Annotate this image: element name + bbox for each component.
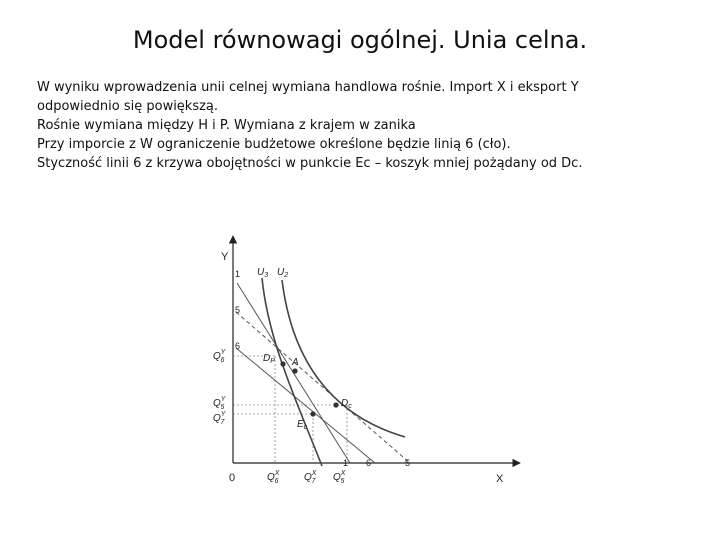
x-tick-q6: $Q^X$ 6 [267,470,280,485]
budget-line-5 [236,312,410,463]
budget-line-6 [236,348,375,463]
y-tick-q6: $Q^Y$ 6 [213,349,226,364]
paragraph-2: odpowiednio się powiększą. [37,99,219,114]
paragraph-4: Przy imporcie z W ograniczenie budżetowe określone będzie linią 6 (cło). [37,137,511,152]
equilibrium-diagram [205,228,535,498]
paragraph-5: Styczność linii 6 z krzywa obojętności w punkcie Ec – koszyk mniej pożądany od Dc. [37,156,583,171]
x-axis-label: X [496,473,504,485]
point-dc-label: $D_c$ [341,398,352,410]
line-6-bottom-label: 6 [366,458,372,468]
paragraph-1: W wyniku wprowadzenia unii celnej wymiana handlowa rośnie. Import X i eksport Y [37,80,579,95]
line-6-left-label: 6 [235,341,241,351]
paragraph-3: Rośnie wymiana między H i P. Wymiana z krajem w zanika [37,118,416,133]
line-5-bottom-label: 5 [405,458,411,468]
y-tick-q7: $Q^Y$ 7 [213,411,226,426]
curve-label-u3: $U_3$ [257,267,269,279]
point-a [292,368,297,373]
point-a-label: A [292,357,299,368]
line-1-bottom-label: 1 [343,458,349,468]
point-ec-label: $E_c$ [297,419,308,431]
guide-lines [233,356,347,463]
line-5-top-label: 5 [235,305,241,315]
point-dp-label: $D_P$ [263,353,275,365]
line-1-top-label: 1 [235,269,241,279]
slide-title: Model równowagi ogólnej. Unia celna. [132,26,588,54]
y-tick-q5: $Q^Y$ 5 [213,396,226,411]
body-text [37,78,697,173]
x-tick-q7: $Q^X$ 7 [304,470,317,485]
x-tick-q5: $Q^X$ 5 [333,470,346,485]
point-dp [280,361,285,366]
y-axis-label: Y [221,251,229,263]
curve-label-u2: $U_2$ [277,267,289,279]
origin-label: 0 [229,472,236,484]
point-dc [333,402,338,407]
point-ec [310,411,315,416]
